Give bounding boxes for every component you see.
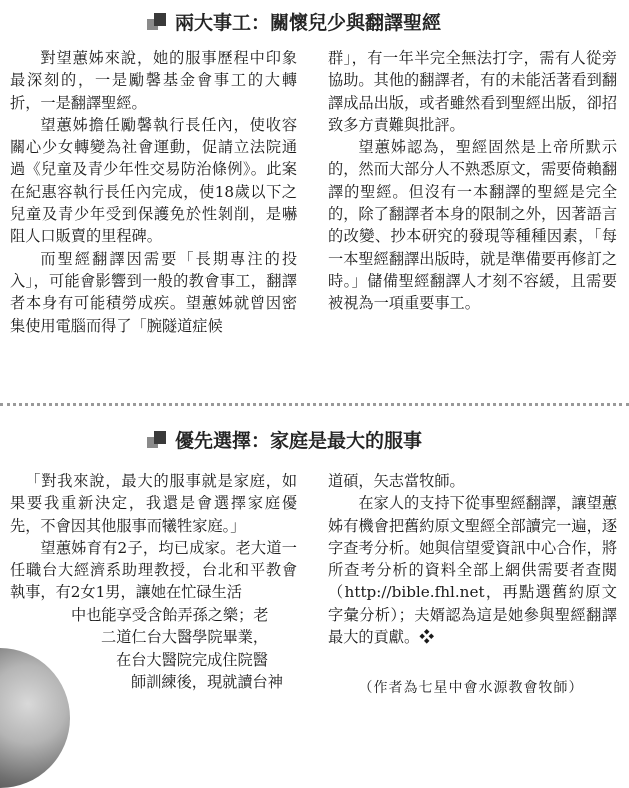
paragraph: 群」，有一年半完全無法打字，需有人從旁協助。其他的翻譯者，有的未能活著看到翻譯成品出版，或者雖然看到聖經出版，卻招致多方責難與批評。 — [328, 49, 617, 134]
paragraph: 在家人的支持下從事聖經翻譯，讓望蕙姊有機會把舊約原文聖經全部讀完一遍，逐字查考分析。她與信望愛資訊中心合作，將所查考分析的資料全部上網供需要者查閱（http://bible.fhl.net，再點選舊約原文字彙分析）；夫婿認為這是她參與聖經翻譯最大的貢獻。❖ — [328, 494, 617, 647]
square-bullet-icon — [147, 13, 167, 31]
portrait-photo — [0, 648, 70, 788]
paragraph: 「對我來說，最大的服事就是家庭，如果要我重新決定，我還是會選擇家庭優先，不會因其他服事而犧牲家庭。」 — [10, 472, 297, 535]
section1-heading — [147, 8, 441, 35]
wrapped-line: 二道仁台大醫學院畢業， — [101, 628, 269, 646]
section-divider — [0, 403, 629, 406]
section2-right-column — [328, 470, 617, 648]
wrapped-line: 在台大醫院完成住院醫 — [116, 651, 268, 669]
paragraph: 望蕙姊認為，聖經固然是上帝所默示的，然而大部分人不熟悉原文，需要倚賴翻譯的聖經。但沒有一本翻譯的聖經是完全的，除了翻譯者本身的限制之外，因著語言的改變、抄本研究的發現等種種因素，「每一本聖經翻譯出版時，就是準備要再修訂之時。」儲備聖經翻譯人才刻不容緩，且需要被視為一項重要事工。 — [328, 138, 617, 313]
paragraph: 對望蕙姊來說，她的服事歷程中印象最深刻的，一是勵馨基金會事工的大轉折，一是翻譯聖經。 — [10, 49, 297, 112]
section2-left-column — [10, 470, 297, 604]
wrapped-line: 中也能享受含飴弄孫之樂；老 — [71, 606, 269, 624]
section2-heading-text: 優先選擇：家庭是最大的服事 — [175, 430, 423, 452]
paragraph: 望蕙姊育有2子，均已成家。老大道一任職台大經濟系助理教授，台北和平教會執事，有2女1男，讓她在忙碌生活 — [10, 538, 297, 602]
paragraph: 望蕙姊擔任勵馨執行長任內，使收容關心少女轉變為社會運動，促請立法院通過《兒童及青少年性交易防治條例》。此案在紀惠容執行長任內完成，使18歲以下之兒童及青少年受到保護免於性剝削，是嚇阻人口販賣的里程碑。 — [10, 115, 297, 246]
paragraph: 道碩，矢志當牧師。 — [328, 472, 465, 490]
paragraph: 而聖經翻譯因需要「長期專注的投入」，可能會影響到一般的教會事工，翻譯者本身有可能積勞成疾。望蕙姊就曾因密集使用電腦而得了「腕隧道症候 — [10, 249, 297, 335]
square-bullet-icon — [147, 431, 167, 449]
wrapped-line: 師訓練後，現就讀台神 — [131, 673, 283, 691]
section1-right-column — [328, 47, 617, 315]
section1-heading-text: 兩大事工：關懷兒少與翻譯聖經 — [175, 12, 442, 34]
author-byline: （作者為七星中會水源教會牧師） — [358, 680, 584, 696]
section1-left-column — [10, 47, 297, 337]
section2-heading — [147, 426, 422, 453]
